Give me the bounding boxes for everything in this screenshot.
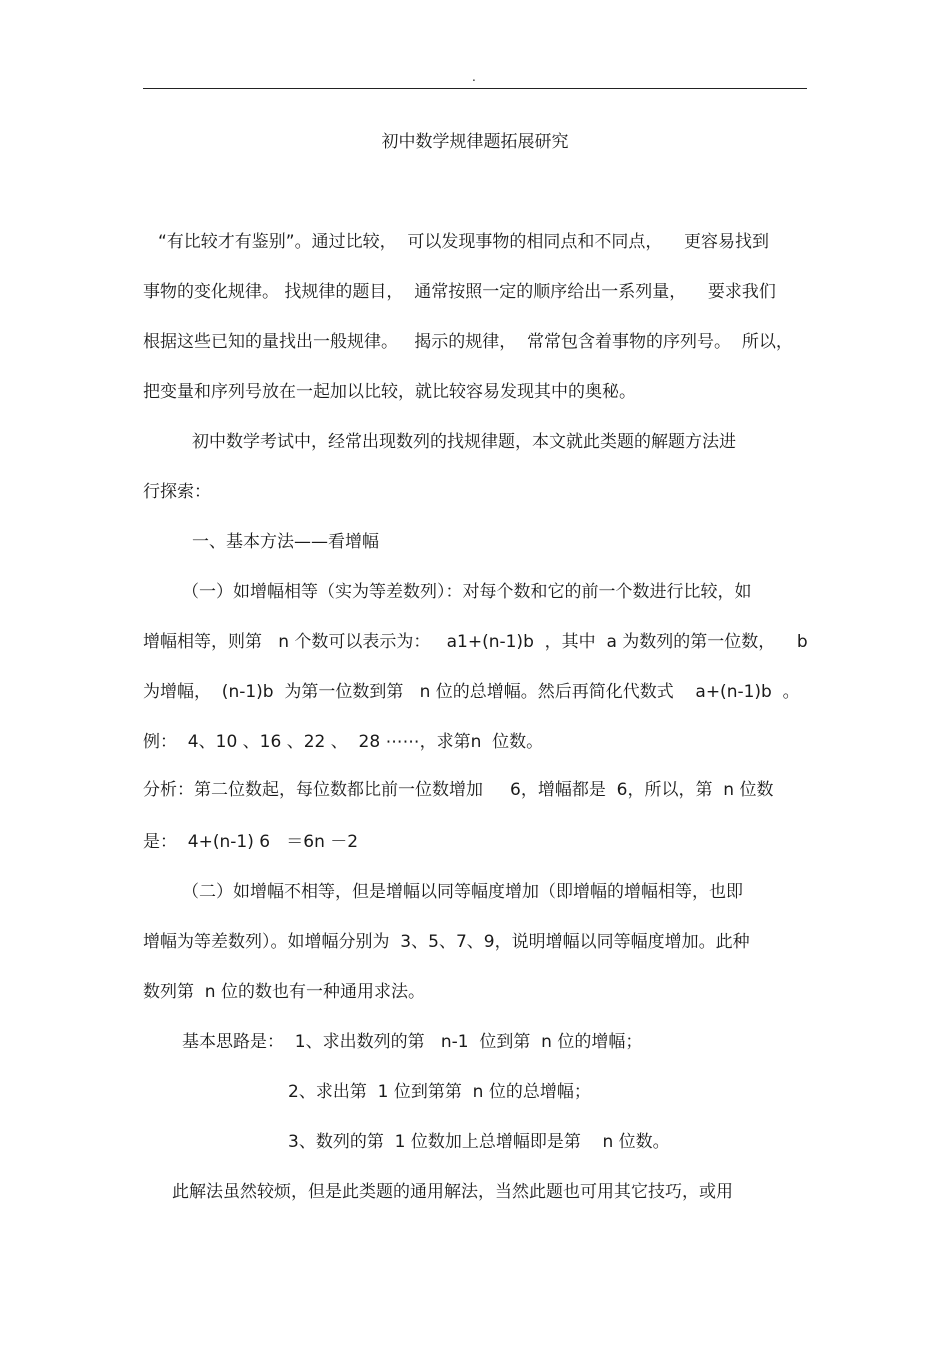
section-two-line-2: 增幅为等差数列）。如增幅分别为 3、5、7、9，说明增幅以同等幅度增加。此种 xyxy=(143,932,750,952)
purpose-line-1: 初中数学考试中，经常出现数列的找规律题，本文就此类题的解题方法进 xyxy=(192,432,736,452)
intro-line-4: 把变量和序列号放在一起加以比较，就比较容易发现其中的奥秘。 xyxy=(143,382,636,402)
intro-line-2: 事物的变化规律。 找规律的题目， 通常按照一定的顺序给出一系列量， 要求我们 xyxy=(143,282,776,302)
section-heading: 一、基本方法——看增幅 xyxy=(192,532,379,552)
analysis-line-1: 分析：第二位数起，每位数都比前一位数增加 6，增幅都是 6，所以，第 n 位数 xyxy=(143,780,774,800)
closing-line: 此解法虽然较烦，但是此类题的通用解法，当然此题也可用其它技巧，或用 xyxy=(172,1182,733,1202)
header-mark: . xyxy=(472,70,476,84)
section-one-line-3: 为增幅， (n-1)b 为第一位数到第 n 位的总增幅。然后再简化代数式 a+(n-1)b 。 xyxy=(143,682,800,702)
section-one-line-1: （一）如增幅相等（实为等差数列）：对每个数和它的前一个数进行比较，如 xyxy=(182,582,752,602)
section-two-line-3: 数列第 n 位的数也有一种通用求法。 xyxy=(143,982,425,1002)
example-line: 例： 4、10 、16 、22 、 28 ⋯⋯，求第n 位数。 xyxy=(143,732,544,752)
step-line-1: 基本思路是： 1、求出数列的第 n-1 位到第 n 位的增幅； xyxy=(182,1032,643,1052)
document-title: 初中数学规律题拓展研究 xyxy=(381,132,569,152)
header-rule xyxy=(143,88,807,89)
step-line-2: 2、求出第 1 位到第第 n 位的总增幅； xyxy=(288,1082,591,1102)
intro-line-1: “有比较才有鉴别”。通过比较， 可以发现事物的相同点和不同点， 更容易找到 xyxy=(158,232,770,252)
analysis-line-2: 是： 4+(n-1) 6 ＝6n －2 xyxy=(143,832,359,852)
intro-line-3: 根据这些已知的量找出一般规律。 揭示的规律， 常常包含着事物的序列号。 所以， xyxy=(143,332,793,352)
section-two-line-1: （二）如增幅不相等，但是增幅以同等幅度增加（即增幅的增幅相等，也即 xyxy=(182,882,743,902)
section-one-line-2: 增幅相等，则第 n 个数可以表示为： a1+(n-1)b ，其中 a 为数列的第一位数， b xyxy=(143,632,808,652)
step-line-3: 3、数列的第 1 位数加上总增幅即是第 n 位数。 xyxy=(288,1132,670,1152)
purpose-line-2: 行探索： xyxy=(143,482,211,502)
